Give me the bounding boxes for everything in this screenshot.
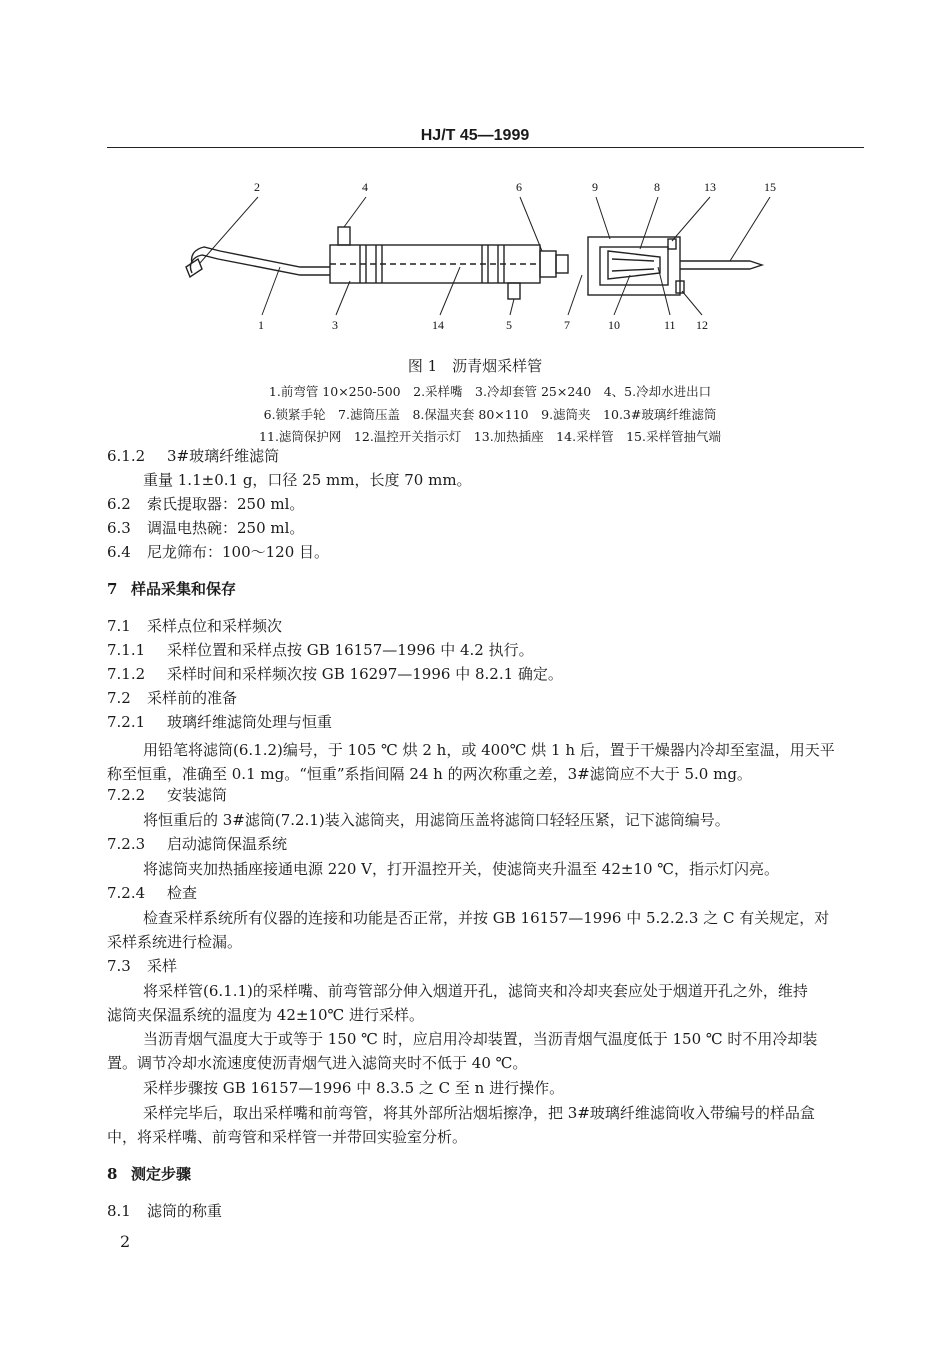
- section-title: 安装滤筒: [167, 786, 228, 804]
- fig-label-1: 1: [258, 318, 264, 332]
- paragraph-text: 中，将采样嘴、前弯管和采样管一并带回实验室分析。: [107, 1128, 468, 1146]
- section-6-4: [107, 541, 329, 562]
- section-title: 索氏提取器：250 ml。: [147, 495, 305, 513]
- paragraph-text: 采样系统进行检漏。: [107, 933, 243, 951]
- section-title: 启动滤筒保温系统: [167, 835, 288, 853]
- section-title: 玻璃纤维滤筒处理与恒重: [167, 713, 333, 731]
- section-number: 7.1: [107, 617, 131, 635]
- figure-caption: 图 1 沥青烟采样管: [407, 357, 543, 375]
- paragraph-text: 滤筒夹保温系统的温度为 42±10℃ 进行采样。: [107, 1006, 425, 1024]
- section-number: 6.4: [107, 543, 131, 561]
- paragraph-text: 将滤筒夹加热插座接通电源 220 V，打开温控开关，使滤筒夹升温至 42±10 ℃，指示灯闪亮。: [143, 860, 780, 878]
- section-title: 样品采集和保存: [131, 580, 237, 598]
- fig-label-4: 4: [362, 180, 368, 194]
- section-6-2: [107, 493, 304, 514]
- paragraph-text: 当沥青烟气温度大于或等于 150 ℃ 时，应启用冷却装置，当沥青烟气温度低于 150 ℃ 时不用冷却装: [143, 1030, 818, 1048]
- paragraph-text: 用铅笔将滤筒(6.1.2)编号，于 105 ℃ 烘 2 h，或 400℃ 烘 1 h 后，置于干燥器内冷却至室温，用天平: [143, 741, 835, 759]
- section-number: 7.1.1: [107, 641, 146, 659]
- paragraph-text: 重量 1.1±0.1 g，口径 25 mm，长度 70 mm。: [143, 471, 472, 489]
- section-7-2-2: [107, 784, 227, 805]
- section-number: 7.2.4: [107, 884, 146, 902]
- section-title: 尼龙筛布：100～120 目。: [147, 543, 330, 561]
- section-7-2: [107, 687, 237, 708]
- section-8-heading: [107, 1163, 191, 1184]
- paragraph-text: 采样步骤按 GB 16157—1996 中 8.3.5 之 C 至 n 进行操作。: [143, 1079, 565, 1097]
- section-number: 6.1.2: [107, 447, 146, 465]
- fig-label-3: 3: [332, 318, 338, 332]
- section-number: 8: [107, 1165, 118, 1183]
- section-7-3: [107, 955, 177, 976]
- section-title: 测定步骤: [131, 1165, 192, 1183]
- fig-label-10: 10: [608, 318, 620, 332]
- paragraph-text: 置。调节冷却水流速度使沥青烟气进入滤筒夹时不低于 40 ℃。: [107, 1054, 528, 1072]
- section-number: 7: [107, 580, 118, 598]
- section-number: 7.2.3: [107, 835, 146, 853]
- section-8-1: [107, 1200, 222, 1221]
- paragraph-text: 检查采样系统所有仪器的连接和功能是否正常，并按 GB 16157—1996 中 5.2.2.3 之 C 有关规定，对: [143, 909, 830, 927]
- fig-label-5: 5: [506, 318, 512, 332]
- section-title: 采样点位和采样频次: [147, 617, 283, 635]
- fig-label-14: 14: [432, 318, 444, 332]
- section-7-1: [107, 615, 282, 636]
- section-title: 采样: [147, 957, 178, 975]
- fig-label-9: 9: [592, 180, 598, 194]
- figure-legend-line: 1.前弯管 10×250-500 2.采样嘴 3.冷却套管 25×240 4、5.冷却水进出口: [268, 384, 712, 399]
- section-number: 6.2: [107, 495, 131, 513]
- section-title: 检查: [167, 884, 198, 902]
- section-7-1-1: [107, 639, 534, 660]
- section-number: 6.3: [107, 519, 131, 537]
- section-number: 7.1.2: [107, 665, 146, 683]
- section-title: 3#玻璃纤维滤筒: [167, 447, 280, 465]
- fig-label-8: 8: [654, 180, 660, 194]
- section-number: 7.2: [107, 689, 131, 707]
- section-6-3: [107, 517, 304, 538]
- section-title: 采样位置和采样点按 GB 16157—1996 中 4.2 执行。: [167, 641, 534, 659]
- section-number: 8.1: [107, 1202, 131, 1220]
- section-7-2-4: [107, 882, 197, 903]
- paragraph-text: 将采样管(6.1.1)的采样嘴、前弯管部分伸入烟道开孔，滤筒夹和冷却夹套应处于烟道开孔之外，维持: [143, 982, 808, 1000]
- section-7-heading: [107, 578, 236, 599]
- section-7-2-1: [107, 711, 332, 732]
- figure-legend-line: 11.滤筒保护网 12.温控开关指示灯 13.加热插座 14.采样管 15.采样管抽气端: [259, 429, 721, 444]
- fig-label-12: 12: [696, 318, 708, 332]
- paragraph-text: 称至恒重，准确至 0.1 mg。“恒重”系指间隔 24 h 的两次称重之差，3#滤筒应不大于 5.0 mg。: [107, 765, 752, 783]
- section-6-1-2: [107, 445, 279, 466]
- fig-label-13: 13: [704, 180, 716, 194]
- section-title: 采样前的准备: [147, 689, 238, 707]
- section-number: 7.2.2: [107, 786, 146, 804]
- section-title: 滤筒的称重: [147, 1202, 223, 1220]
- section-number: 7.2.1: [107, 713, 146, 731]
- figure-legend-line: 6.锁紧手轮 7.滤筒压盖 8.保温夹套 80×110 9.滤筒夹 10.3#玻璃纤维滤筒: [263, 407, 717, 422]
- fig-label-7: 7: [564, 318, 570, 332]
- section-title: 调温电热碗：250 ml。: [147, 519, 305, 537]
- section-title: 采样时间和采样频次按 GB 16297—1996 中 8.2.1 确定。: [167, 665, 563, 683]
- section-7-1-2: [107, 663, 563, 684]
- fig-label-11: 11: [664, 318, 676, 332]
- sampling-tube-diagram: [170, 175, 790, 335]
- fig-label-2: 2: [254, 180, 260, 194]
- header-rule: [107, 147, 864, 148]
- section-number: 7.3: [107, 957, 131, 975]
- fig-label-15: 15: [764, 180, 776, 194]
- section-7-2-3: [107, 833, 287, 854]
- paragraph-text: 将恒重后的 3#滤筒(7.2.1)装入滤筒夹，用滤筒压盖将滤筒口轻轻压紧，记下滤筒编号。: [143, 811, 730, 829]
- fig-label-6: 6: [516, 180, 522, 194]
- document-header-code: HJ/T 45—1999: [420, 127, 530, 144]
- page-number: 2: [120, 1232, 131, 1251]
- paragraph-text: 采样完毕后，取出采样嘴和前弯管，将其外部所沾烟垢擦净，把 3#玻璃纤维滤筒收入带编号的样品盒: [143, 1104, 815, 1122]
